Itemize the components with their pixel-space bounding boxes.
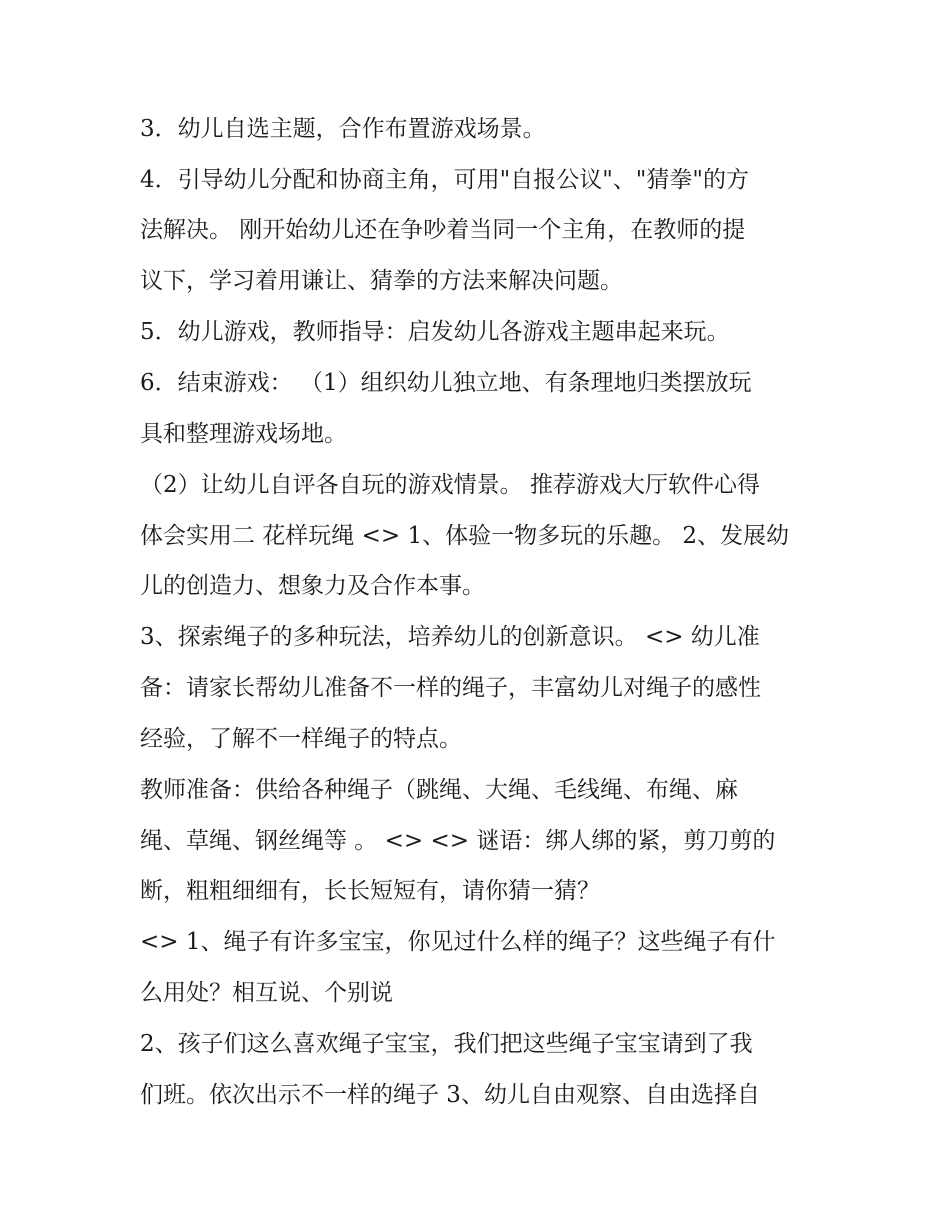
text-line: 法解决。 刚开始幼儿还在争吵着当同一个主角，在教师的提	[140, 217, 746, 243]
text-line: 么用处？相互说、个别说	[140, 980, 393, 1006]
text-line: 5．幼儿游戏，教师指导：启发幼儿各游戏主题串起来玩。	[140, 319, 730, 345]
text-line: 们班。依次出示不一样的绳子 3、幼儿自由观察、自由选择自	[140, 1082, 760, 1108]
text-line: （2）让幼儿自评各自玩的游戏情景。 推荐游戏大厅软件心得	[140, 472, 760, 498]
text-line: 儿的创造力、想象力及合作本事。	[140, 573, 485, 599]
text-line: 2、孩子们这么喜欢绳子宝宝，我们把这些绳子宝宝请到了我	[140, 1031, 753, 1057]
text-line: <> 1、绳子有许多宝宝，你见过什么样的绳子？这些绳子有什	[140, 929, 776, 955]
text-line: 具和整理游戏场地。	[140, 421, 347, 447]
text-line: 绳、草绳、钢丝绳等 。 <> <> 谜语：绑人绑的紧，剪刀剪的	[140, 828, 776, 854]
text-line: 体会实用二 花样玩绳 <> 1、体验一物多玩的乐趣。 2、发展幼	[140, 523, 790, 549]
text-line: 议下，学习着用谦让、猜拳的方法来解决问题。	[140, 268, 623, 294]
text-line: 3．幼儿自选主题，合作布置游戏场景。	[140, 116, 546, 142]
text-line: 教师准备：供给各种绳子（跳绳、大绳、毛线绳、布绳、麻	[140, 777, 738, 803]
text-line: 经验，了解不一样绳子的特点。	[140, 726, 462, 752]
text-line: 备：请家长帮幼儿准备不一样的绳子，丰富幼儿对绳子的感性	[140, 675, 761, 701]
text-line: 断，粗粗细细有，长长短短有，请你猜一猜？	[140, 878, 600, 904]
text-line: 4．引导幼儿分配和协商主角，可用"自报公议"、"猜拳"的方	[140, 167, 749, 193]
text-line: 3、探索绳子的多种玩法，培养幼儿的创新意识。 <> 幼儿准	[140, 624, 760, 650]
text-line: 6．结束游戏： （1）组织幼儿独立地、有条理地归类摆放玩	[140, 370, 752, 396]
